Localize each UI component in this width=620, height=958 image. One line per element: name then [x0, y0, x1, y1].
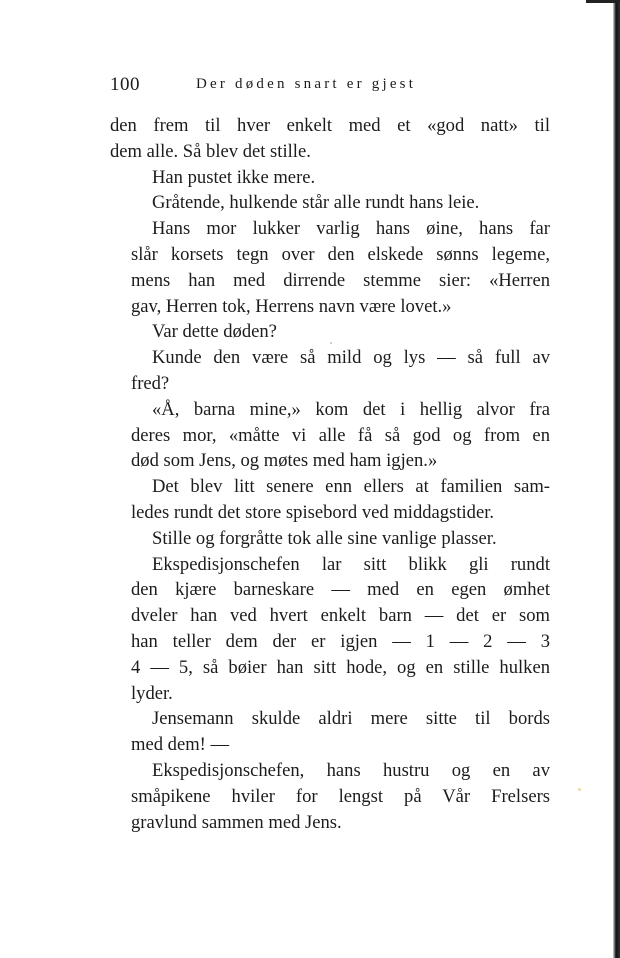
text-line: fred?	[131, 372, 170, 394]
text-line: mens han med dirrende stemme sier: «Herren	[131, 269, 550, 291]
paragraph	[110, 345, 550, 397]
body-text	[110, 113, 550, 835]
text-line: deres mor, «måtte vi alle få så god og from en	[131, 424, 550, 446]
text-line: med dem! —	[131, 734, 230, 756]
text-line: lyder.	[131, 682, 173, 704]
text-line: gav, Herren tok, Herrens navn være lovet.»	[131, 295, 452, 317]
paragraph	[110, 474, 550, 526]
paper-speck	[330, 342, 332, 344]
text-line: Det blev litt senere enn ellers at familien sam-	[152, 476, 550, 498]
text-line: død som Jens, og møtes med ham igjen.»	[131, 450, 438, 472]
paragraph	[110, 758, 550, 835]
paragraph	[110, 113, 550, 165]
text-line: slår korsets tegn over den elskede sønns legeme,	[131, 243, 550, 265]
text-line: 4 — 5, så bøier han sitt hode, og en stille hulken	[131, 656, 550, 678]
paragraph	[110, 706, 550, 758]
paragraph	[110, 526, 550, 552]
text-line: Ekspedisjonschefen, hans hustru og en av	[152, 759, 550, 781]
text-line: Kunde den være så mild og lys — så full av	[152, 347, 550, 369]
paper-speck	[578, 788, 581, 791]
text-line: gravlund sammen med Jens.	[131, 811, 342, 833]
page-number: 100	[110, 74, 140, 95]
text-line: dveler han ved hvert enkelt barn — det er som	[131, 605, 550, 627]
text-line: Hans mor lukker varlig hans øine, hans far	[152, 218, 550, 240]
paragraph	[110, 165, 550, 191]
page-edge-top	[586, 0, 620, 3]
text-line: den kjære barneskare — med en egen ømhet	[131, 579, 550, 601]
text-line: Jensemann skulde aldri mere sitte til bords	[152, 708, 550, 730]
text-line: «Å, barna mine,» kom det i hellig alvor fra	[152, 398, 550, 420]
text-line: Var dette døden?	[152, 321, 277, 343]
text-line: småpikene hviler for lengst på Vår Frelsers	[131, 785, 550, 807]
paragraph	[110, 190, 550, 216]
text-line: Gråtende, hulkende står alle rundt hans leie.	[152, 192, 480, 214]
text-line: Ekspedisjonschefen lar sitt blikk gli rundt	[152, 553, 550, 575]
paragraph	[110, 216, 550, 319]
text-line: han teller dem der er igjen — 1 — 2 — 3	[131, 630, 550, 652]
text-line: den frem til hver enkelt med et «god natt» til	[110, 115, 550, 136]
page-header	[110, 74, 550, 98]
text-line: Stille og forgråtte tok alle sine vanlige plasser.	[152, 527, 497, 549]
page-edge-shadow	[613, 0, 620, 958]
text-line: ledes rundt det store spisebord ved middagstider.	[131, 501, 495, 523]
running-title: Der døden snart er gjest	[196, 76, 417, 92]
text-line: dem alle. Så blev det stille.	[110, 140, 311, 162]
text-line: Han pustet ikke mere.	[152, 166, 316, 188]
paragraph	[110, 397, 550, 474]
paragraph	[110, 552, 550, 707]
